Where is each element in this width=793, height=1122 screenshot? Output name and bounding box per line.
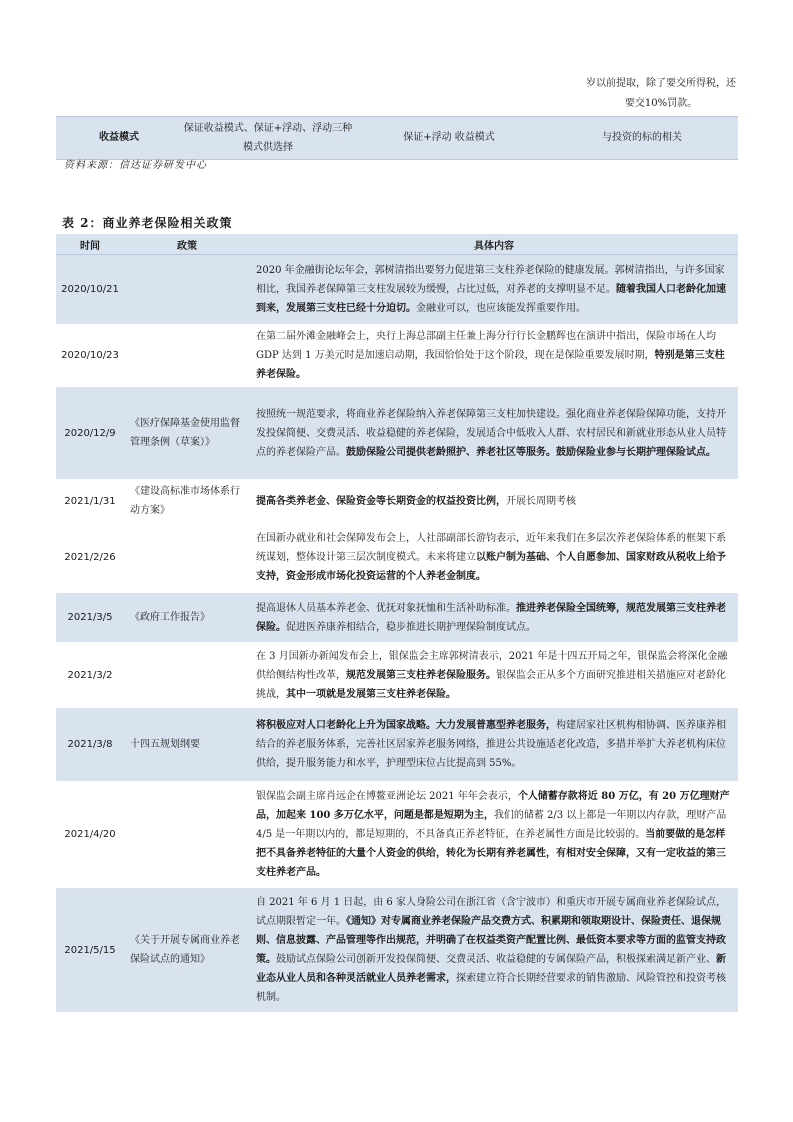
income-mode-col3: 保证+浮动 收益模式 xyxy=(403,132,495,143)
row-date: 2020/10/23 xyxy=(56,325,124,387)
row-date: 2021/2/26 xyxy=(56,523,124,593)
header-date: 时间 xyxy=(56,234,124,255)
table-row xyxy=(56,643,738,708)
row-detail: 在第二届外滩金融峰会上，央行上海总部副主任兼上海分行行长金鹏辉也在演讲中指出，保险市场在人均 GDP 达到 1 万美元时是加速启动期，我国恰恰处于这个阶段，现在是保险重要发展时期，特别是第三支柱养老保险。 xyxy=(250,325,738,387)
row-date: 2020/12/9 xyxy=(56,387,124,480)
row-date: 2021/5/15 xyxy=(56,888,124,1013)
row-policy: 十四五规划纲要 xyxy=(124,708,250,782)
header-detail: 具体内容 xyxy=(250,234,738,255)
table-row xyxy=(56,708,738,782)
table-row xyxy=(56,782,738,888)
row-detail: 在 3 月国新办新闻发布会上，银保监会主席郭树清表示，2021 年是十四五开局之年，银保监会将深化金融供给侧结构性改革，规范发展第三支柱养老保险服务。银保监会正从多个方面研究推进相关措施应对老龄化挑战，其中一项就是发展第三支柱养老保险。 xyxy=(250,643,738,708)
row-date: 2020/10/21 xyxy=(56,255,124,325)
table-row xyxy=(56,325,738,387)
row-policy xyxy=(124,523,250,593)
table-row xyxy=(56,387,738,480)
row-date: 2021/3/2 xyxy=(56,643,124,708)
source-note: 资料来源：信达证券研发中心 xyxy=(64,160,207,171)
row-policy xyxy=(124,643,250,708)
row-date: 2021/4/20 xyxy=(56,782,124,888)
table-row xyxy=(56,523,738,593)
policy-table xyxy=(56,234,738,1013)
row-policy: 《政府工作报告》 xyxy=(124,593,250,643)
row-date: 2021/1/31 xyxy=(56,480,124,523)
table-row xyxy=(56,888,738,1013)
row-detail: 提高退休人员基本养老金、优抚对象抚恤和生活补助标准。推进养老保险全国统筹，规范发展第三支柱养老保险。促进医养康养相结合，稳步推进长期护理保险制度试点。 xyxy=(250,593,738,643)
continued-row xyxy=(56,68,738,116)
income-mode-row xyxy=(56,116,738,160)
continued-table xyxy=(56,68,738,160)
table-row xyxy=(56,593,738,643)
row-policy xyxy=(124,782,250,888)
row-detail: 银保监会副主席肖远企在博鳌亚洲论坛 2021 年年会表示，个人储蓄存款将近 80 万亿，有 20 万亿理财产品，加起来 100 多万亿水平，问题是都是短期为主，我们的储蓄 2/3 以上都是一年期以内存款，理财产品 4/5 是一年期以内的，都是短期的，不具备真正养老特征，在养老属性方面是比较弱的。当前要做的是怎样把不具备养老特征的大量个人资金的供给，转化为长期有养老属性，有相对安全保障，又有一定收益的第三支柱养老产品。 xyxy=(250,782,738,888)
row-date: 2021/3/5 xyxy=(56,593,124,643)
row-detail: 2020 年金融街论坛年会，郭树清指出要努力促进第三支柱养老保险的健康发展。郭树清指出，与许多国家相比，我国养老保障第三支柱发展较为缓慢，占比过低，对养老的支撑明显不足。随着我国人口老龄化加速到来，发展第三支柱已经十分迫切。金融业可以，也应该能发挥重要作用。 xyxy=(250,255,738,325)
row-detail: 提高各类养老金、保险资金等长期资金的权益投资比例，开展长周期考核 xyxy=(250,480,738,523)
row-policy xyxy=(124,255,250,325)
row-policy: 《关于开展专属商业养老保险试点的通知》 xyxy=(124,888,250,1013)
continued-cell-text: 岁以前提取，除了要交所得税，还要交10%罚款。 xyxy=(586,78,736,109)
row-detail: 按照统一规范要求，将商业养老保险纳入养老保障第三支柱加快建设。强化商业养老保险保障功能，支持开发投保简便、交费灵活、收益稳健的养老保险，发展适合中低收入人群、农村居民和新就业形态从业人员特点的养老保险产品。鼓励保险公司提供老龄照护、养老社区等服务。鼓励保险业参与长期护理保险试点。 xyxy=(250,387,738,480)
row-detail: 在国新办就业和社会保障发布会上，人社部副部长游钧表示，近年来我们在多层次养老保险体系的框架下系统谋划，整体设计第三层次制度模式。未来将建立以账户制为基础、个人自愿参加、国家财政从税收上给予支持，资金形成市场化投资运营的个人养老金制度。 xyxy=(250,523,738,593)
header-row xyxy=(56,234,738,255)
row-policy xyxy=(124,325,250,387)
row-policy: 《建设高标准市场体系行动方案》 xyxy=(124,480,250,523)
table-row xyxy=(56,255,738,325)
header-policy: 政策 xyxy=(124,234,250,255)
row-detail: 将积极应对人口老龄化上升为国家战略。大力发展普惠型养老服务，构建居家社区机构相协调、医养康养相结合的养老服务体系，完善社区居家养老服务网络，推进公共设施适老化改造，多措并举扩大养老机构床位供给，提升服务能力和水平，护理型床位占比提高到 55%。 xyxy=(250,708,738,782)
row-detail: 自 2021 年 6 月 1 日起，由 6 家人身险公司在浙江省（含宁波市）和重庆市开展专属商业养老保险试点，试点期限暂定一年。《通知》对专属商业养老保险产品交费方式、积累期和领取期设计、保险责任、退保规则、信息披露、产品管理等作出规范，并明确了在权益类资产配置比例、最低资本要求等方面的监管支持政策。鼓励试点保险公司创新开发投保简便、交费灵活、收益稳健的专属保险产品，积极探索满足新产业、新业态从业人员和各种灵活就业人员养老需求，探索建立符合长期经营要求的销售激励、风险管控和投资考核机制。 xyxy=(250,888,738,1013)
table-caption: 表 2：商业养老保险相关政策 xyxy=(62,216,233,230)
row-date: 2021/3/8 xyxy=(56,708,124,782)
row-policy: 《医疗保障基金使用监督管理条例（草案）》 xyxy=(124,387,250,480)
income-mode-col2: 保证收益模式、保证+浮动、浮动三种模式供选择 xyxy=(183,123,353,153)
income-mode-col4: 与投资的标的相关 xyxy=(602,132,682,143)
income-mode-label: 收益模式 xyxy=(99,132,139,143)
table-row xyxy=(56,480,738,523)
